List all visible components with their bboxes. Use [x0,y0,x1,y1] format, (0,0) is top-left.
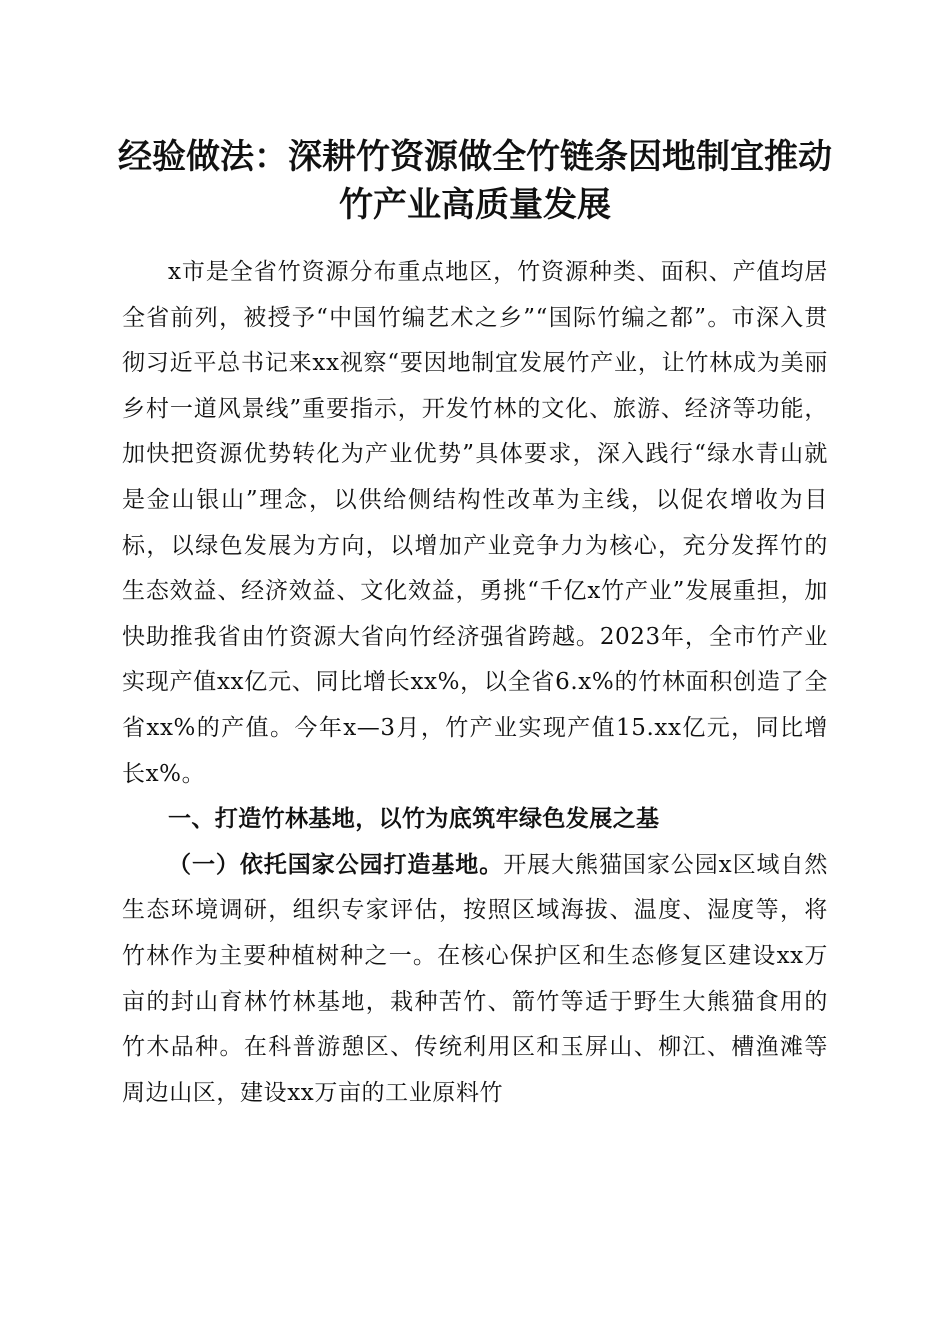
intro-paragraph: x市是全省竹资源分布重点地区，竹资源种类、面积、产值均居全省前列，被授予“中国竹编艺术之乡”“国际竹编之都”。市深入贯彻习近平总书记来xx视察“要因地制宜发展竹产业，让竹林成为美丽乡村一道风景线”重要指示，开发竹林的文化、旅游、经济等功能，加快把资源优势转化为产业优势”具体要求，深入践行“绿水青山就是金山银山”理念，以供给侧结构性改革为主线，以促农增收为目标，以绿色发展为方向，以增加产业竞争力为核心，充分发挥竹的生态效益、经济效益、文化效益，勇挑“千亿x竹产业”发展重担，加快助推我省由竹资源大省向竹经济强省跨越。2023年，全市竹产业实现产值xx亿元、同比增长xx%，以全省6.x%的竹林面积创造了全省xx%的产值。今年x—3月，竹产业实现产值15.xx亿元，同比增长x%。 [122,259,828,787]
subsection-text: 开展大熊猫国家公园x区域自然生态环境调研，组织专家评估，按照区域海拔、温度、湿度等，将竹林作为主要种植树种之一。在核心保护区和生态修复区建设xx万亩的封山育林竹林基地，栽种苦竹、箭竹等适于野生大熊猫食用的竹木品种。在科普游憩区、传统利用区和玉屏山、柳江、槽渔滩等周边山区，建设xx万亩的工业原料竹 [122,851,828,1106]
subsection-heading: （一）依托国家公园打造基地。 [168,851,504,878]
page-title: 经验做法：深耕竹资源做全竹链条因地制宜推动竹产业高质量发展 [118,137,832,225]
document-body [122,250,828,1116]
subsection-paragraph [122,843,828,1117]
section-heading: 一、打造竹林基地，以竹为底筑牢绿色发展之基 [168,806,660,833]
